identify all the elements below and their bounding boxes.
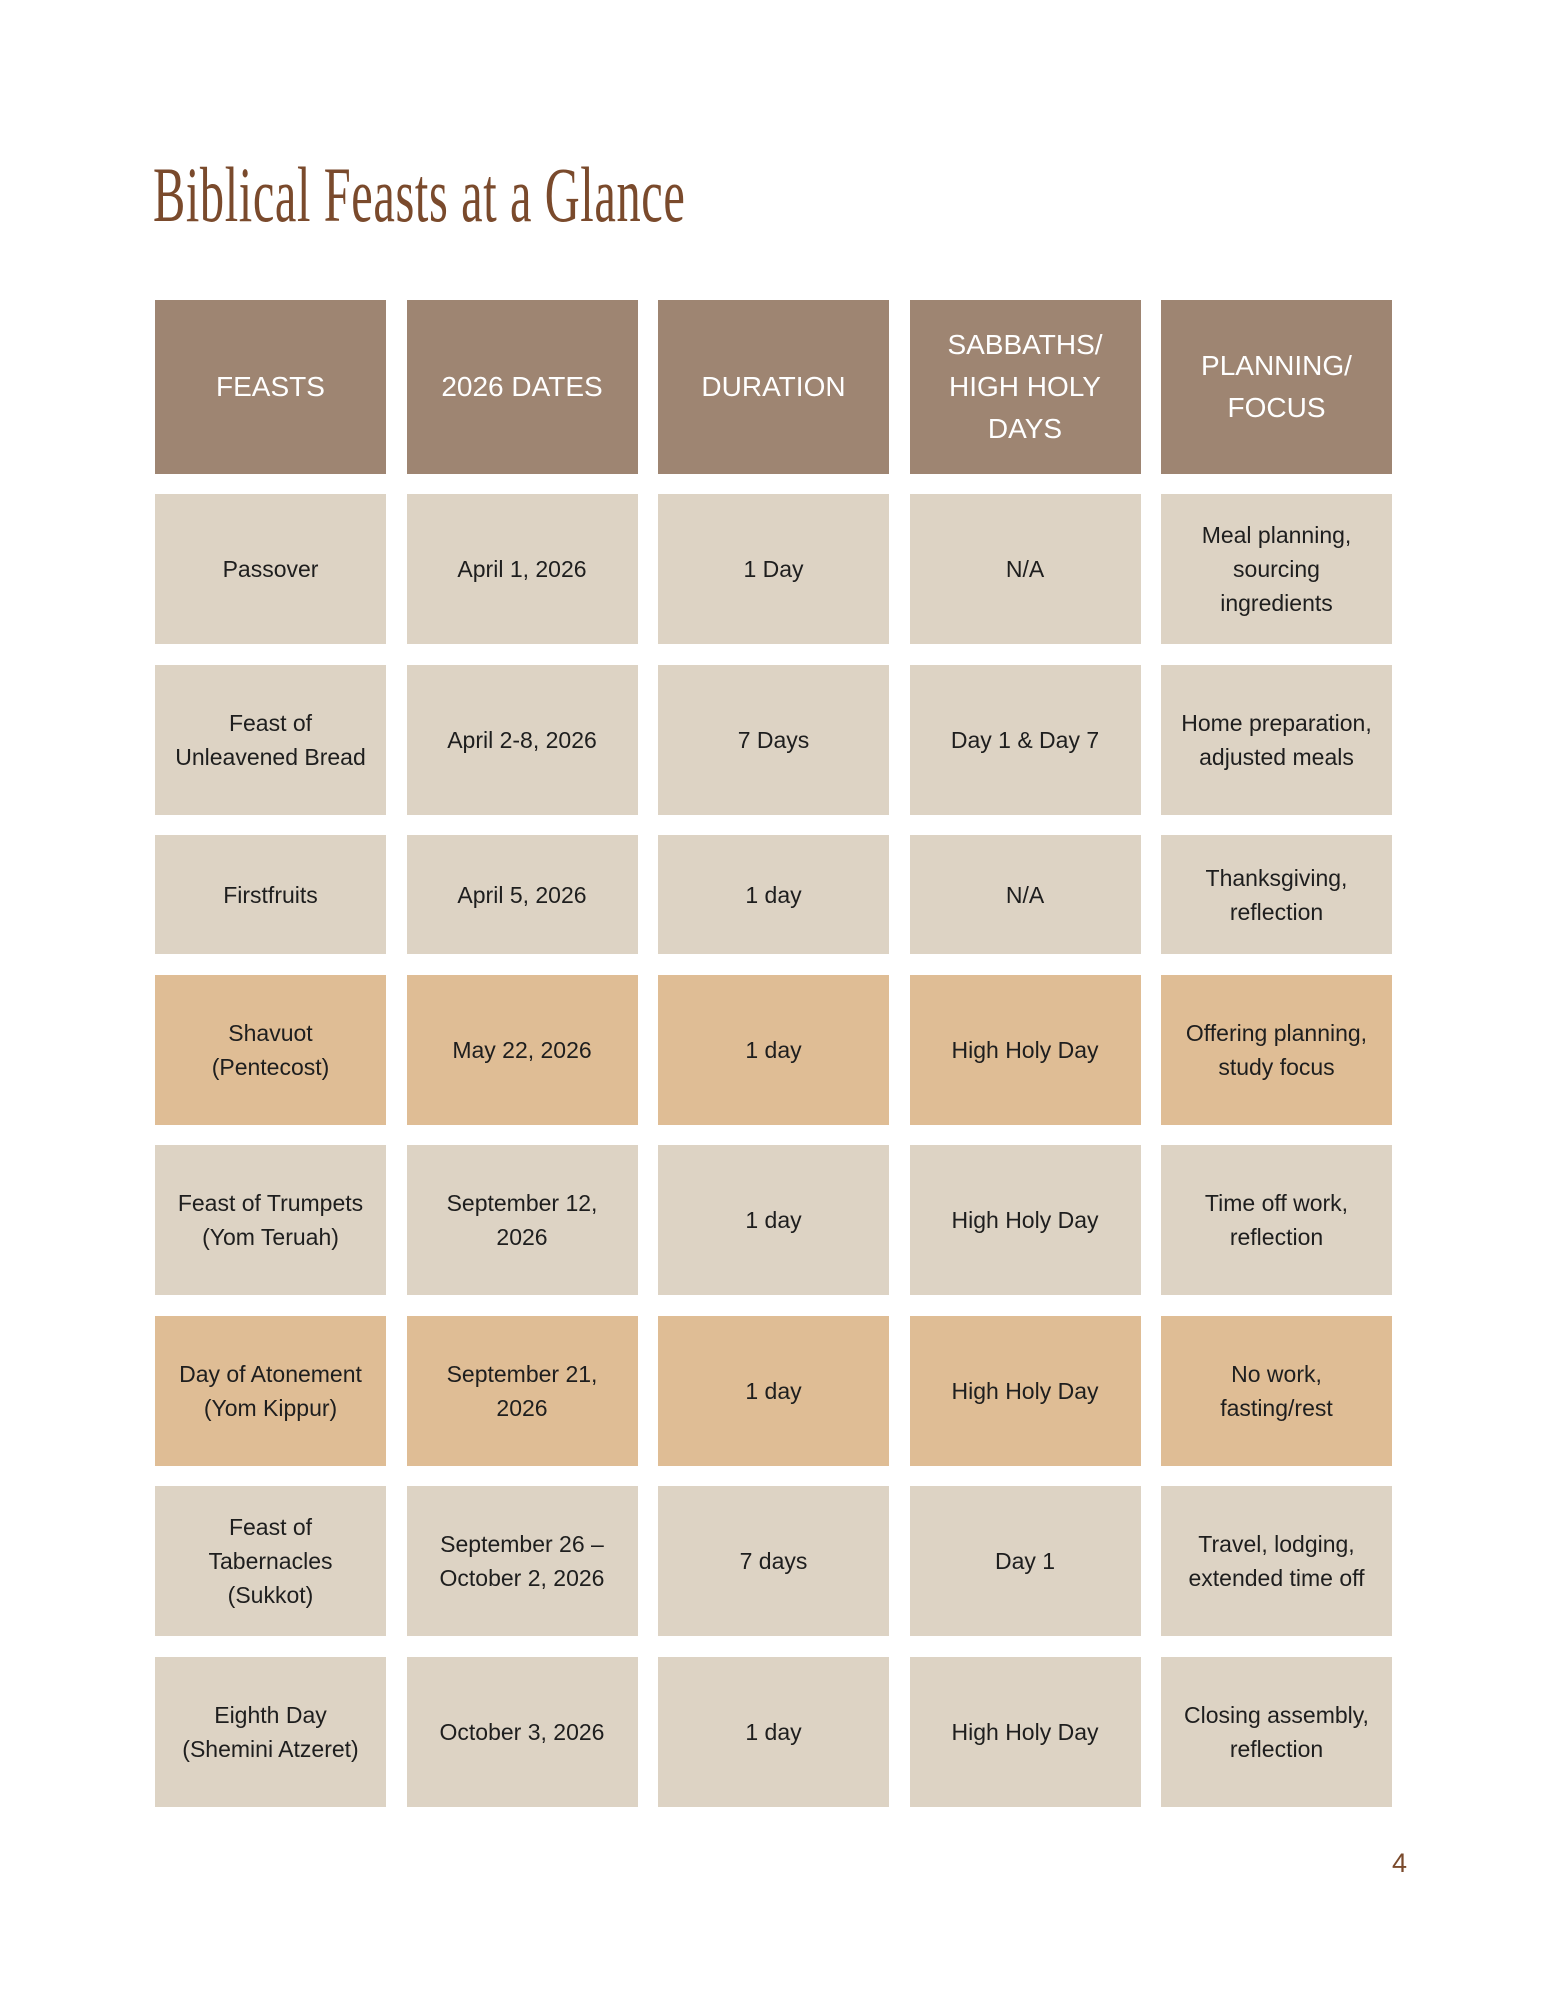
table-cell-date: September 26 – October 2, 2026: [407, 1486, 638, 1636]
page-number: 4: [1392, 1848, 1408, 1878]
table-cell-focus: Thanksgiving, reflection: [1161, 835, 1392, 954]
table-cell-feast: Feast of Tabernacles (Sukkot): [155, 1486, 386, 1636]
page-title: Biblical Feasts at a Glance: [153, 151, 686, 238]
table-cell-feast: Firstfruits: [155, 835, 386, 954]
table-cell-date: April 5, 2026: [407, 835, 638, 954]
table-cell-date: September 12, 2026: [407, 1145, 638, 1295]
table-cell-focus: Closing assembly, reflection: [1161, 1657, 1392, 1807]
table-cell-focus: Travel, lodging, extended time off: [1161, 1486, 1392, 1636]
table-cell-duration: 7 Days: [658, 665, 889, 815]
table-cell-feast: Feast of Unleavened Bread: [155, 665, 386, 815]
table-cell-feast: Day of Atonement (Yom Kippur): [155, 1316, 386, 1466]
table-cell-sabbath: High Holy Day: [910, 975, 1141, 1125]
table-cell-duration: 1 day: [658, 835, 889, 954]
column-header-duration: DURATION: [658, 300, 889, 474]
table-cell-duration: 7 days: [658, 1486, 889, 1636]
table-cell-feast: Feast of Trumpets (Yom Teruah): [155, 1145, 386, 1295]
table-cell-sabbath: N/A: [910, 835, 1141, 954]
column-header-sabbath: SABBATHS/ HIGH HOLY DAYS: [910, 300, 1141, 474]
table-cell-focus: Time off work, reflection: [1161, 1145, 1392, 1295]
table-cell-date: September 21, 2026: [407, 1316, 638, 1466]
table-cell-sabbath: High Holy Day: [910, 1657, 1141, 1807]
table-cell-sabbath: Day 1 & Day 7: [910, 665, 1141, 815]
table-cell-date: April 2-8, 2026: [407, 665, 638, 815]
table-cell-feast: Eighth Day (Shemini Atzeret): [155, 1657, 386, 1807]
table-cell-sabbath: N/A: [910, 494, 1141, 644]
column-header-feast: FEASTS: [155, 300, 386, 474]
table-cell-duration: 1 Day: [658, 494, 889, 644]
table-cell-duration: 1 day: [658, 1316, 889, 1466]
table-cell-sabbath: High Holy Day: [910, 1145, 1141, 1295]
table-cell-sabbath: Day 1: [910, 1486, 1141, 1636]
table-cell-date: May 22, 2026: [407, 975, 638, 1125]
table-cell-duration: 1 day: [658, 975, 889, 1125]
table-cell-focus: Offering planning, study focus: [1161, 975, 1392, 1125]
table-cell-focus: Meal planning, sourcing ingredients: [1161, 494, 1392, 644]
table-cell-focus: Home preparation, adjusted meals: [1161, 665, 1392, 815]
column-header-focus: PLANNING/ FOCUS: [1161, 300, 1392, 474]
table-cell-duration: 1 day: [658, 1657, 889, 1807]
table-cell-focus: No work, fasting/rest: [1161, 1316, 1392, 1466]
table-cell-date: October 3, 2026: [407, 1657, 638, 1807]
column-header-date: 2026 DATES: [407, 300, 638, 474]
feasts-table: [155, 300, 1392, 1807]
table-cell-feast: Passover: [155, 494, 386, 644]
table-cell-sabbath: High Holy Day: [910, 1316, 1141, 1466]
table-cell-date: April 1, 2026: [407, 494, 638, 644]
table-cell-feast: Shavuot (Pentecost): [155, 975, 386, 1125]
table-cell-duration: 1 day: [658, 1145, 889, 1295]
